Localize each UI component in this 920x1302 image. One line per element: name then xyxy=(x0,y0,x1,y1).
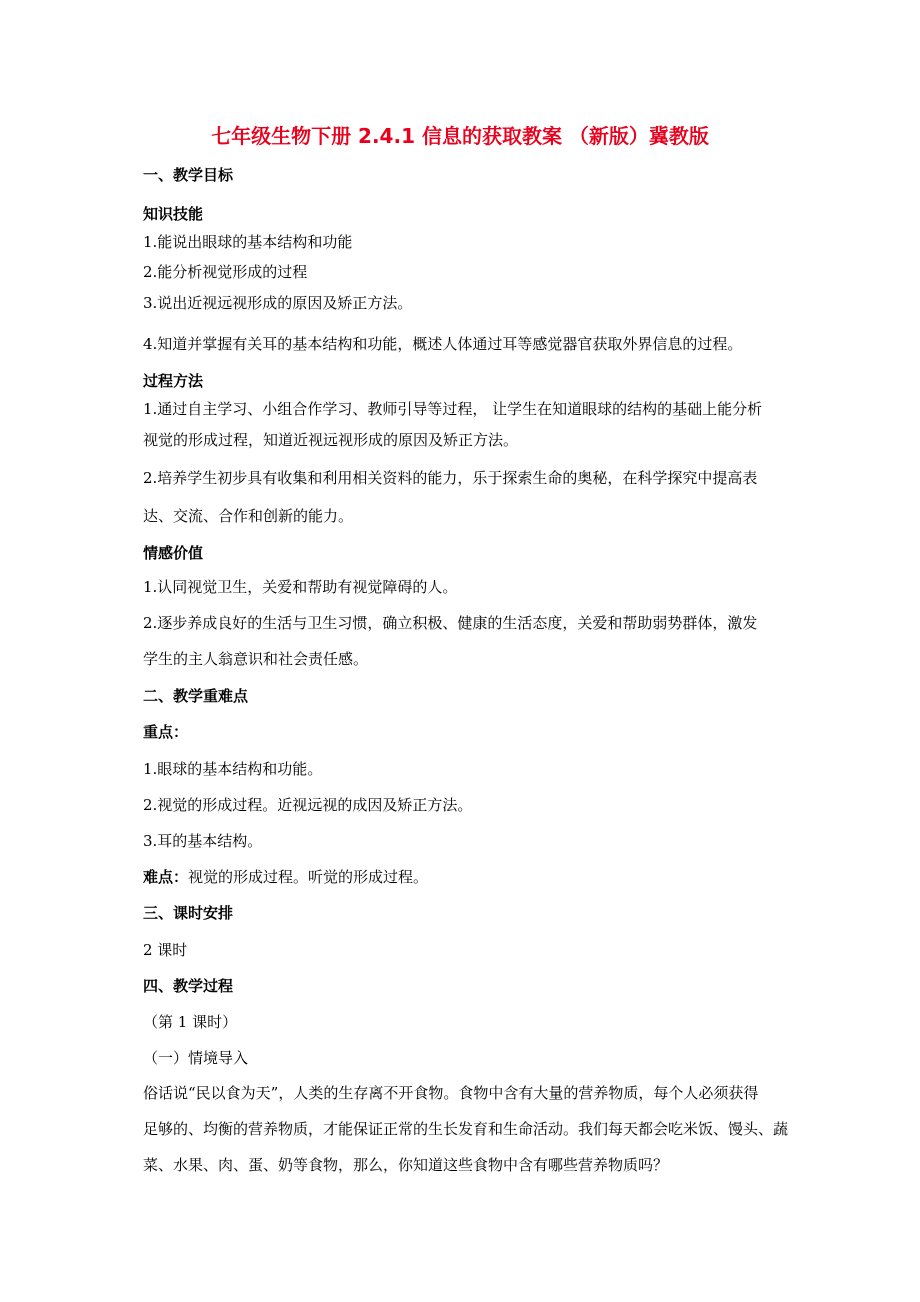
key-item-3: 3.耳的基本结构。 xyxy=(143,832,263,850)
intro-heading: （一）情境导入 xyxy=(143,1049,249,1067)
knowledge-item-1: 1.能说出眼球的基本结构和功能 xyxy=(143,233,353,251)
emotion-item-2-line-1: 2.逐步养成良好的生活与卫生习惯，确立积极、健康的生活态度，关爱和帮助弱势群体，激发 xyxy=(143,614,758,632)
section-heading-objectives: 一、教学目标 xyxy=(143,166,234,184)
emotion-item-2-line-2: 学生的主人翁意识和社会责任感。 xyxy=(143,650,369,668)
intro-paragraph-line-3: 菜、水果、肉、蛋、奶等食物，那么，你知道这些食物中含有哪些营养物质吗？ xyxy=(143,1156,669,1174)
key-item-1: 1.眼球的基本结构和功能。 xyxy=(143,760,323,778)
difficulty-text: 视觉的形成过程。听觉的形成过程。 xyxy=(188,868,429,886)
emotion-item-1: 1.认同视觉卫生，关爱和帮助有视觉障碍的人。 xyxy=(143,578,458,596)
section-heading-schedule: 三、课时安排 xyxy=(143,904,234,922)
subheading-key: 重点： xyxy=(143,723,189,741)
difficulty-label: 难点： xyxy=(143,868,189,886)
knowledge-item-4: 4.知道并掌握有关耳的基本结构和功能，概述人体通过耳等感觉器官获取外界信息的过程。 xyxy=(143,335,743,353)
process-item-2-line-1: 2.培养学生初步具有收集和利用相关资料的能力，乐于探索生命的奥秘，在科学探究中提高表 xyxy=(143,469,758,487)
subheading-knowledge: 知识技能 xyxy=(143,205,204,223)
knowledge-item-2: 2.能分析视觉形成的过程 xyxy=(143,263,308,281)
knowledge-item-3: 3.说出近视远视形成的原因及矫正方法。 xyxy=(143,294,413,312)
section-heading-process: 四、教学过程 xyxy=(143,977,234,995)
difficulty-line xyxy=(143,867,823,887)
process-item-1-line-1: 1.通过自主学习、小组合作学习、教师引导等过程， 让学生在知道眼球的结构的基础上能分析 xyxy=(143,400,763,418)
key-item-2: 2.视觉的形成过程。近视远视的成因及矫正方法。 xyxy=(143,796,473,814)
intro-paragraph-line-2: 足够的、均衡的营养物质，才能保证正常的生长发育和生命活动。我们每天都会吃米饭、馒头、蔬 xyxy=(143,1120,789,1138)
process-item-1-line-2: 视觉的形成过程，知道近视远视形成的原因及矫正方法。 xyxy=(143,431,519,449)
document-title: 七年级生物下册 2.4.1 信息的获取教案 （新版）冀教版 xyxy=(211,124,709,148)
subheading-emotion: 情感价值 xyxy=(143,544,204,562)
intro-paragraph-line-1: 俗话说“民以食为天”，人类的生存离不开食物。食物中含有大量的营养物质，每个人必须获得 xyxy=(143,1084,759,1102)
process-item-2-line-2: 达、交流、合作和创新的能力。 xyxy=(143,507,354,525)
schedule-text: 2 课时 xyxy=(143,941,188,959)
lesson-label: （第 1 课时） xyxy=(143,1013,238,1031)
section-heading-key-points: 二、教学重难点 xyxy=(143,687,249,705)
subheading-process: 过程方法 xyxy=(143,372,204,390)
